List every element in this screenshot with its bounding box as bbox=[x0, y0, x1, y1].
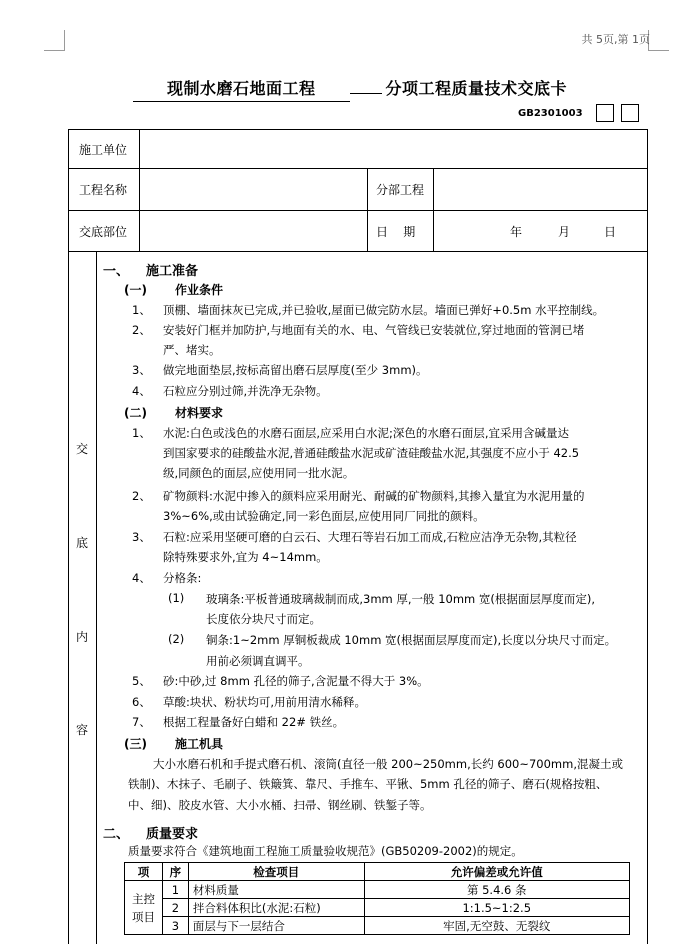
sub-item-text: 用前必须调直调平。 bbox=[206, 654, 310, 668]
item-text: 除特殊要求外,宜为 4~14mm。 bbox=[163, 550, 328, 564]
section-1-title: 施工准备 bbox=[146, 264, 199, 279]
date-year: 年 bbox=[510, 225, 523, 239]
item-text: 安装好门框并加防护,与地面有关的水、电、气管线已安装就位,穿过地面的管洞已堵 bbox=[163, 323, 585, 337]
page-title bbox=[0, 76, 700, 102]
side-label-char: 交 bbox=[76, 442, 89, 456]
unit-label: 施工单位 bbox=[79, 143, 128, 157]
section-1-num: 一、 bbox=[103, 264, 130, 279]
page-info: 共 5页,第 1页 bbox=[581, 33, 650, 46]
item-num: 2、 bbox=[132, 323, 151, 337]
group-label: 主控项目 bbox=[125, 881, 163, 935]
tools-text: 铁制)、木抹子、毛刷子、铁簸箕、靠尺、手推车、平锹、5mm 孔径的筛子、磨石(规格按粗、 bbox=[128, 777, 608, 791]
location-label: 交底部位 bbox=[79, 225, 128, 239]
item-text: 级,同颜色的面层,应使用同一批水泥。 bbox=[163, 466, 355, 480]
item-text: 到国家要求的硅酸盐水泥,普通硅酸盐水泥或矿渣硅酸盐水泥,其强度不应小于 42.5 bbox=[163, 446, 580, 460]
item-text: 根据工程量备好白蜡和 22# 铁丝。 bbox=[163, 715, 345, 729]
side-column-divider bbox=[96, 251, 97, 944]
item-text: 砂:中砂,过 8mm 孔径的筛子,含泥量不得大于 3%。 bbox=[163, 674, 429, 688]
item-num: 4、 bbox=[132, 571, 151, 585]
date-month: 月 bbox=[558, 225, 571, 239]
sub-item-text: 长度依分块尺寸而定。 bbox=[206, 612, 321, 626]
table-row bbox=[125, 917, 630, 935]
table-header-row bbox=[125, 863, 630, 881]
item-text: 草酸:块状、粉状均可,用前用清水稀释。 bbox=[163, 695, 367, 709]
crop-mark-right bbox=[648, 30, 669, 51]
col-divider bbox=[139, 129, 140, 251]
subsection-1b-title: 材料要求 bbox=[175, 406, 224, 420]
col-divider bbox=[433, 168, 434, 251]
row-divider bbox=[68, 168, 648, 169]
row-seq: 2 bbox=[162, 899, 188, 917]
quality-table bbox=[124, 862, 630, 935]
row-value: 1:1.5~1:2.5 bbox=[364, 899, 630, 917]
item-num: 7、 bbox=[132, 715, 151, 729]
section-2-title: 质量要求 bbox=[146, 827, 199, 842]
row-divider bbox=[68, 210, 648, 211]
table-row bbox=[125, 881, 630, 899]
subproject-label: 分部工程 bbox=[376, 183, 425, 197]
sub-item-num: (1) bbox=[168, 591, 185, 605]
tools-text: 中、细)、胶皮水管、大小水桶、扫帚、钢丝刷、铁錾子等。 bbox=[128, 798, 432, 812]
checkbox-1[interactable] bbox=[596, 104, 614, 122]
date-label: 日 期 bbox=[376, 225, 416, 239]
tools-text: 大小水磨石机和手提式磨石机、滚筒(直径一般 200~250mm,长约 600~700mm,混凝土或 bbox=[153, 757, 623, 771]
doc-code: GB2301003 bbox=[518, 108, 583, 119]
row-divider bbox=[68, 251, 648, 252]
col-header: 项 bbox=[125, 863, 163, 881]
project-label: 工程名称 bbox=[79, 183, 128, 197]
item-text: 矿物颜料:水泥中掺入的颜料应采用耐光、耐碱的矿物颜料,其掺入量宜为水泥用量的 bbox=[163, 489, 585, 503]
side-label-char: 底 bbox=[76, 536, 89, 550]
subsection-1c-num: (三) bbox=[124, 737, 147, 751]
sub-item-text: 铜条:1~2mm 厚铜板裁成 10mm 宽(根据面层厚度而定),长度以分块尺寸而定。 bbox=[206, 633, 617, 647]
row-seq: 1 bbox=[162, 881, 188, 899]
title-underline-gap bbox=[350, 79, 382, 94]
checkbox-2[interactable] bbox=[621, 104, 639, 122]
row-seq: 3 bbox=[162, 917, 188, 935]
row-value: 牢固,无空鼓、无裂纹 bbox=[364, 917, 630, 935]
item-num: 4、 bbox=[132, 384, 151, 398]
item-num: 1、 bbox=[132, 426, 151, 440]
sub-item-text: 玻璃条:平板普通玻璃裁制而成,3mm 厚,一般 10mm 宽(根据面层厚度而定), bbox=[206, 592, 596, 606]
item-num: 3、 bbox=[132, 530, 151, 544]
item-text: 石粒应分别过筛,并洗净无杂物。 bbox=[163, 384, 328, 398]
col-header: 允许偏差或允许值 bbox=[364, 863, 630, 881]
item-text: 做完地面垫层,按标高留出磨石层厚度(至少 3mm)。 bbox=[163, 363, 428, 377]
row-item: 面层与下一层结合 bbox=[188, 917, 364, 935]
item-text: 水泥:白色或浅色的水磨石面层,应采用白水泥;深色的水磨石面层,宜采用含碱量达 bbox=[163, 426, 570, 440]
item-num: 1、 bbox=[132, 303, 151, 317]
table-row bbox=[125, 899, 630, 917]
item-text: 分格条: bbox=[163, 571, 202, 585]
subsection-1c-title: 施工机具 bbox=[175, 737, 224, 751]
subsection-1b-num: (二) bbox=[124, 406, 147, 420]
quality-statement: 质量要求符合《建筑地面工程施工质量验收规范》(GB50209-2002)的规定。 bbox=[128, 844, 523, 858]
subsection-1a-title: 作业条件 bbox=[175, 283, 224, 297]
col-header: 序 bbox=[162, 863, 188, 881]
title-suffix: 分项工程质量技术交底卡 bbox=[385, 79, 568, 98]
item-num: 5、 bbox=[132, 674, 151, 688]
crop-mark-left bbox=[44, 30, 65, 51]
row-item: 拌合料体积比(水泥:石粒) bbox=[188, 899, 364, 917]
col-header: 检查项目 bbox=[188, 863, 364, 881]
side-label-char: 内 bbox=[76, 630, 89, 644]
row-value: 第 5.4.6 条 bbox=[364, 881, 630, 899]
item-num: 3、 bbox=[132, 363, 151, 377]
item-text: 3%~6%,或由试验确定,同一彩色面层,应使用同厂同批的颜料。 bbox=[163, 509, 485, 523]
item-text: 严、堵实。 bbox=[163, 343, 221, 357]
side-label-char: 容 bbox=[76, 723, 89, 737]
col-divider bbox=[367, 168, 368, 251]
date-day: 日 bbox=[604, 225, 617, 239]
item-text: 石粒:应采用坚硬可磨的白云石、大理石等岩石加工而成,石粒应洁净无杂物,其粒径 bbox=[163, 530, 577, 544]
title-project: 现制水磨石地面工程 bbox=[133, 76, 350, 102]
subsection-1a-num: (一) bbox=[124, 283, 147, 297]
section-2-num: 二、 bbox=[103, 827, 130, 842]
item-text: 顶棚、墙面抹灰已完成,并已验收,屋面已做完防水层。墙面已弹好+0.5m 水平控制线。 bbox=[163, 303, 605, 317]
row-item: 材料质量 bbox=[188, 881, 364, 899]
item-num: 6、 bbox=[132, 695, 151, 709]
item-num: 2、 bbox=[132, 489, 151, 503]
sub-item-num: (2) bbox=[168, 632, 185, 646]
